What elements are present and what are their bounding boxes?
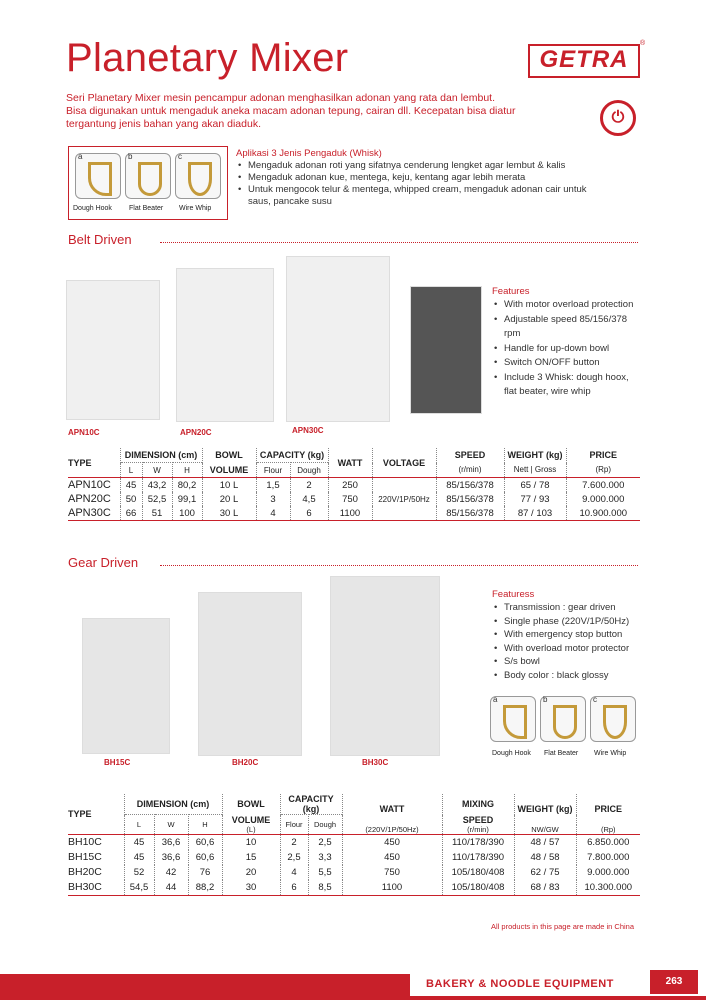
list-item: • With emergency stop button — [492, 628, 652, 642]
cell-dough: 2,5 — [308, 834, 342, 850]
cell-dough: 4,5 — [290, 492, 328, 506]
cell-w: 36,6 — [154, 834, 188, 850]
whisk-label: Wire Whip — [179, 205, 212, 212]
col-weight-sub: Nett | Gross — [504, 463, 566, 478]
footer-label: BAKERY & NOODLE EQUIPMENT — [426, 978, 614, 990]
cell-l: 45 — [124, 834, 154, 850]
mixer-image-apn30c — [286, 256, 390, 422]
section-divider — [160, 242, 638, 243]
cell-w: 43,2 — [142, 478, 172, 493]
cell-w: 52,5 — [142, 492, 172, 506]
col-bowl: BOWL — [202, 448, 256, 463]
cell-weight: 48 / 57 — [514, 834, 576, 850]
col-watt: WATT — [342, 794, 442, 825]
col-h: H — [188, 815, 222, 835]
col-volume: VOLUME — [222, 815, 280, 825]
cell-flour: 4 — [256, 506, 290, 521]
cell-h: 88,2 — [188, 880, 222, 896]
whisk-label: Flat Beater — [544, 750, 579, 757]
gear-driven-heading: Gear Driven — [68, 555, 139, 570]
features-title: Features — [492, 286, 530, 297]
cell-speed: 105/180/408 — [442, 865, 514, 880]
cell-price: 9.000.000 — [587, 866, 630, 878]
cell-bowl: 20 L — [202, 492, 256, 506]
list-item: • Mengaduk adonan roti yang sifatnya cenderung lengket agar lembut & kalis — [236, 160, 596, 172]
features-list — [492, 298, 642, 400]
model-label: BH30C — [362, 758, 389, 767]
list-item: • Switch ON/OFF button — [492, 356, 642, 371]
col-weight-sub: NW/GW — [514, 825, 576, 835]
cell-dough: 2 — [290, 478, 328, 493]
cell-type: BH10C — [68, 836, 102, 848]
cell-bowl: 30 L — [202, 506, 256, 521]
col-dough: Dough — [308, 815, 342, 835]
cell-l: 50 — [120, 492, 142, 506]
col-price: PRICE — [594, 804, 622, 815]
model-label: BH15C — [104, 758, 131, 767]
cell-watt: 750 — [342, 865, 442, 880]
table-row — [68, 492, 640, 506]
dough-hook-image — [75, 153, 121, 199]
col-price-unit: (Rp) — [595, 465, 612, 475]
cell-watt: 750 — [328, 492, 372, 506]
col-dough: Dough — [290, 463, 328, 478]
cell-price: 10.300.000 — [584, 881, 633, 893]
applications-list — [236, 160, 596, 208]
cell-h: 60,6 — [188, 834, 222, 850]
cell-speed: 110/178/390 — [442, 850, 514, 865]
brand-logo: GETRA — [528, 44, 640, 78]
dough-hook-image — [490, 696, 536, 742]
col-capacity: CAPACITY (kg) — [280, 794, 342, 815]
applications-title: Aplikasi 3 Jenis Pengaduk (Whisk) — [236, 148, 382, 159]
cell-type: BH30C — [68, 881, 102, 893]
col-type: TYPE — [68, 457, 92, 468]
cell-w: 44 — [154, 880, 188, 896]
model-label: BH20C — [232, 758, 259, 767]
power-plug-icon: ⏻ — [600, 100, 636, 136]
cell-dough: 6 — [290, 506, 328, 521]
col-speed-unit: (r/min) — [442, 825, 514, 835]
cell-price: 7.800.000 — [587, 851, 630, 863]
whisk-letter: a — [493, 695, 498, 704]
cell-l: 45 — [120, 478, 142, 493]
col-speed: SPEED — [442, 815, 514, 825]
mixer-image-bh30c — [330, 576, 440, 756]
features-list — [492, 601, 652, 682]
whisk-types-panel — [68, 146, 228, 220]
cell-price: 10.900.000 — [579, 507, 628, 519]
mixer-gearbox-image — [410, 286, 482, 414]
features-title: Featuress — [492, 589, 535, 600]
cell-price: 9.000.000 — [582, 493, 625, 505]
cell-bowl: 20 — [222, 865, 280, 880]
whisk-letter: c — [178, 152, 182, 161]
col-l: L — [124, 815, 154, 835]
list-item: • Transmission : gear driven — [492, 601, 652, 615]
cell-voltage: 220V/1P/50Hz — [372, 478, 436, 521]
cell-speed: 85/156/378 — [436, 506, 504, 521]
col-w: W — [142, 463, 172, 478]
col-weight: WEIGHT (kg) — [514, 794, 576, 825]
list-item: • Handle for up-down bowl — [492, 342, 642, 357]
cell-speed: 110/178/390 — [442, 834, 514, 850]
cell-weight: 87 / 103 — [504, 506, 566, 521]
list-item: • Body color : black glossy — [492, 669, 652, 683]
cell-bowl: 30 — [222, 880, 280, 896]
cell-watt: 250 — [328, 478, 372, 493]
col-price-unit: (Rp) — [600, 824, 616, 834]
cell-flour: 6 — [280, 880, 308, 896]
whisk-letter: b — [543, 695, 548, 704]
cell-type: BH15C — [68, 851, 102, 863]
list-item: • S/s bowl — [492, 655, 652, 669]
cell-weight: 68 / 83 — [514, 880, 576, 896]
cell-speed: 85/156/378 — [436, 492, 504, 506]
col-l: L — [120, 463, 142, 478]
belt-spec-table — [68, 448, 640, 521]
whisk-label: Flat Beater — [129, 205, 164, 212]
cell-dough: 3,3 — [308, 850, 342, 865]
origin-note: All products in this page are made in China — [491, 922, 634, 931]
cell-dough: 5,5 — [308, 865, 342, 880]
col-watt: WATT — [328, 448, 372, 478]
cell-h: 99,1 — [172, 492, 202, 506]
col-flour: Flour — [280, 815, 308, 835]
cell-weight: 77 / 93 — [504, 492, 566, 506]
col-capacity: CAPACITY (kg) — [256, 448, 328, 463]
cell-watt: 1100 — [342, 880, 442, 896]
whisk-label: Dough Hook — [492, 750, 531, 757]
whisk-label: Dough Hook — [73, 205, 112, 212]
cell-w: 36,6 — [154, 850, 188, 865]
list-item: • Single phase (220V/1P/50Hz) — [492, 615, 652, 629]
cell-watt: 1100 — [328, 506, 372, 521]
model-label: APN30C — [292, 426, 324, 435]
col-volume-unit: (L) — [222, 825, 280, 835]
cell-watt: 450 — [342, 834, 442, 850]
cell-l: 66 — [120, 506, 142, 521]
gear-whisk-images — [490, 696, 636, 742]
col-voltage: VOLTAGE — [372, 448, 436, 478]
cell-flour: 4 — [280, 865, 308, 880]
cell-flour: 3 — [256, 492, 290, 506]
col-speed-unit: (r/min) — [436, 463, 504, 478]
cell-type: BH20C — [68, 866, 102, 878]
wire-whip-image — [590, 696, 636, 742]
col-speed: SPEED — [436, 448, 504, 463]
list-item: • Adjustable speed 85/156/378 rpm — [492, 313, 642, 342]
cell-weight: 65 / 78 — [504, 478, 566, 493]
mixer-image-apn10c — [66, 280, 160, 420]
model-label: APN20C — [180, 428, 212, 437]
list-item: • With overload motor protector — [492, 642, 652, 656]
cell-weight: 62 / 75 — [514, 865, 576, 880]
cell-l: 45 — [124, 850, 154, 865]
model-label: APN10C — [68, 428, 100, 437]
cell-type: APN10C — [68, 479, 111, 491]
registered-mark: ® — [640, 40, 646, 47]
cell-type: APN30C — [68, 507, 111, 519]
col-mixing: MIXING — [442, 794, 514, 815]
mixer-image-bh20c — [198, 592, 302, 756]
cell-dough: 8,5 — [308, 880, 342, 896]
table-row — [68, 880, 640, 896]
table-row — [68, 865, 640, 880]
cell-h: 76 — [188, 865, 222, 880]
cell-flour: 2,5 — [280, 850, 308, 865]
mixer-image-apn20c — [176, 268, 274, 422]
col-h: H — [172, 463, 202, 478]
cell-speed: 105/180/408 — [442, 880, 514, 896]
page-title: Planetary Mixer — [66, 36, 349, 80]
whisk-letter: c — [593, 695, 597, 704]
whisk-letter: b — [128, 152, 133, 161]
cell-flour: 2 — [280, 834, 308, 850]
list-item: • Mengaduk adonan kue, mentega, keju, kentang agar lebih merata — [236, 172, 596, 184]
flat-beater-image — [540, 696, 586, 742]
col-bowl: BOWL — [222, 794, 280, 815]
list-item: • Include 3 Whisk: dough hoox, flat beater, wire whip — [492, 371, 642, 400]
cell-bowl: 15 — [222, 850, 280, 865]
cell-h: 100 — [172, 506, 202, 521]
col-dimension: DIMENSION (cm) — [124, 794, 222, 815]
cell-w: 42 — [154, 865, 188, 880]
cell-flour: 1,5 — [256, 478, 290, 493]
list-item: • With motor overload protection — [492, 298, 642, 313]
cell-l: 52 — [124, 865, 154, 880]
whisk-letter: a — [78, 152, 83, 161]
table-row — [68, 506, 640, 521]
col-flour: Flour — [256, 463, 290, 478]
col-price: PRICE — [589, 450, 617, 461]
col-watt-unit: (220V/1P/50Hz) — [342, 825, 442, 835]
col-weight: WEIGHT (kg) — [504, 448, 566, 463]
belt-driven-heading: Belt Driven — [68, 232, 132, 247]
cell-bowl: 10 — [222, 834, 280, 850]
wire-whip-image — [175, 153, 221, 199]
cell-weight: 48 / 58 — [514, 850, 576, 865]
cell-type: APN20C — [68, 493, 111, 505]
cell-h: 60,6 — [188, 850, 222, 865]
flat-beater-image — [125, 153, 171, 199]
cell-price: 6.850.000 — [587, 836, 630, 848]
col-volume: VOLUME — [202, 463, 256, 478]
cell-speed: 85/156/378 — [436, 478, 504, 493]
cell-price: 7.600.000 — [582, 479, 625, 491]
section-divider — [160, 565, 638, 566]
col-w: W — [154, 815, 188, 835]
cell-w: 51 — [142, 506, 172, 521]
table-row — [68, 834, 640, 850]
cell-watt: 450 — [342, 850, 442, 865]
col-dimension: DIMENSION (cm) — [120, 448, 202, 463]
cell-l: 54,5 — [124, 880, 154, 896]
whisk-label: Wire Whip — [594, 750, 627, 757]
list-item: • Untuk mengocok telur & mentega, whipped cream, mengaduk adonan cair untuk saus, pancake susu — [236, 184, 596, 208]
cell-h: 80,2 — [172, 478, 202, 493]
table-row — [68, 478, 640, 493]
page-number: 263 — [650, 970, 698, 994]
col-type: TYPE — [68, 808, 92, 819]
mixer-image-bh15c — [82, 618, 170, 754]
intro-text: Seri Planetary Mixer mesin pencampur adonan menghasilkan adonan yang rata dan lembut. Bisa digunakan untuk mengaduk aneka macam adonan tepung, cairan dll. Kecepatan bisa diatur tergantung jenis bahan yang akan diaduk. — [66, 92, 516, 130]
cell-bowl: 10 L — [202, 478, 256, 493]
gear-spec-table — [68, 794, 640, 896]
table-row — [68, 850, 640, 865]
